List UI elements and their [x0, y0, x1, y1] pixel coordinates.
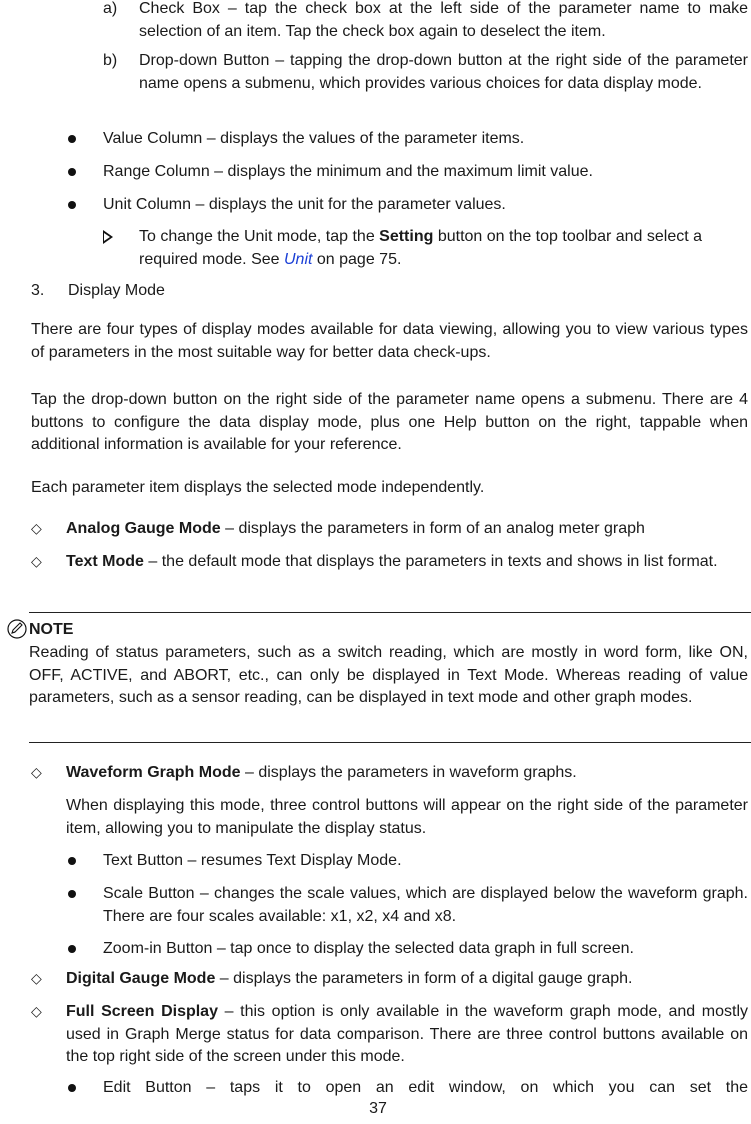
waveform-intro: When displaying this mode, three control buttons will appear on the right side of the parameter item, allowing you to manipulate the display status.	[66, 797, 748, 837]
mode-fullscreen: ◇ Full Screen Display – this option is only available in the waveform graph mode, and mostly used in Graph Merge status for data comparison. There are three control buttons available on the top right side of the screen under this mode.	[31, 1001, 748, 1069]
page-number: 37	[369, 1100, 387, 1117]
list-item-text: Unit Column – displays the unit for the parameter values.	[103, 196, 506, 213]
sub-item-text: Drop-down Button – tapping the drop-down button at the right side of the parameter name opens a submenu, which provides various choices for data display mode.	[139, 52, 748, 92]
list-item	[68, 128, 748, 151]
unit-link[interactable]: Unit	[283, 250, 313, 268]
diamond-bullet-icon: ◇	[31, 765, 42, 781]
section-heading	[31, 280, 165, 303]
bullet-icon	[68, 201, 76, 209]
list-item	[68, 883, 748, 928]
paragraph: Tap the drop-down button on the right side of the parameter name opens a submenu. There are 4 buttons to configure the data display mode, plus one Help button on the right, tappable when additional information is available for your reference.	[31, 391, 748, 453]
bullet-icon	[68, 135, 76, 143]
pencil-icon	[7, 619, 27, 639]
list-item	[68, 194, 748, 217]
list-item-text: Text Button – resumes Text Display Mode.	[103, 852, 402, 869]
list-item-text: Scale Button – changes the scale values, which are displayed below the waveform graph. There are four scales available: x1, x2, x4 and x8.	[103, 885, 748, 925]
bullet-icon	[68, 945, 76, 953]
sub-item-marker: a)	[103, 0, 118, 17]
list-item	[68, 1077, 748, 1100]
bullet-icon	[68, 857, 76, 865]
note-text: Reading of status parameters, such as a switch reading, which are mostly in word form, like ON, OFF, ACTIVE, and ABORT, etc., can only be displayed in Text Mode. Whereas reading of value parameters, such as a sensor reading, can be displayed in text mode and other graph modes.	[29, 644, 748, 706]
note-bottom-rule	[29, 742, 751, 743]
sub-item-marker: b)	[103, 52, 118, 69]
section-title: Display Mode	[68, 282, 165, 299]
list-item-text: Value Column – displays the values of the parameter items.	[103, 130, 525, 147]
diamond-bullet-icon: ◇	[31, 1004, 42, 1020]
list-item	[68, 850, 748, 873]
unit-tip: To change the Unit mode, tap the Setting button on the top toolbar and select a required mode. See Unit on page 75.	[103, 226, 748, 271]
diamond-bullet-icon: ◇	[31, 971, 42, 987]
section-number: 3.	[31, 282, 45, 299]
diamond-bullet-icon: ◇	[31, 521, 42, 537]
bullet-icon	[68, 168, 76, 176]
note-top-rule	[29, 612, 751, 613]
list-item	[68, 161, 748, 184]
list-item-text: Range Column – displays the minimum and the maximum limit value.	[103, 163, 593, 180]
list-item	[68, 938, 748, 961]
paragraph: There are four types of display modes available for data viewing, allowing you to view various types of parameters in the most suitable way for better data check-ups.	[31, 321, 748, 361]
mode-digital: ◇ Digital Gauge Mode – displays the parameters in form of a digital gauge graph.	[31, 968, 748, 991]
note-title: NOTE	[29, 621, 74, 638]
sub-item-b	[103, 50, 748, 95]
diamond-bullet-icon: ◇	[31, 554, 42, 570]
list-item-text: Zoom-in Button – tap once to display the selected data graph in full screen.	[103, 940, 634, 957]
bullet-icon	[68, 1084, 76, 1092]
mode-analog: ◇ Analog Gauge Mode – displays the parameters in form of an analog meter graph	[31, 518, 748, 541]
list-item-text: Edit Button – taps it to open an edit window, on which you can set the	[103, 1079, 748, 1096]
mode-waveform: ◇ Waveform Graph Mode – displays the parameters in waveform graphs.	[31, 762, 748, 785]
sub-item-text: Check Box – tap the check box at the left side of the parameter name to make selection of an item. Tap the check box again to deselect the item.	[139, 0, 748, 40]
bullet-icon	[68, 890, 76, 898]
sub-item-a	[103, 0, 748, 43]
arrow-bullet-icon	[103, 230, 113, 244]
paragraph: Each parameter item displays the selected mode independently.	[31, 479, 485, 496]
mode-text: ◇ Text Mode – the default mode that displays the parameters in texts and shows in list format.	[31, 551, 748, 574]
setting-keyword: Setting	[379, 228, 434, 245]
